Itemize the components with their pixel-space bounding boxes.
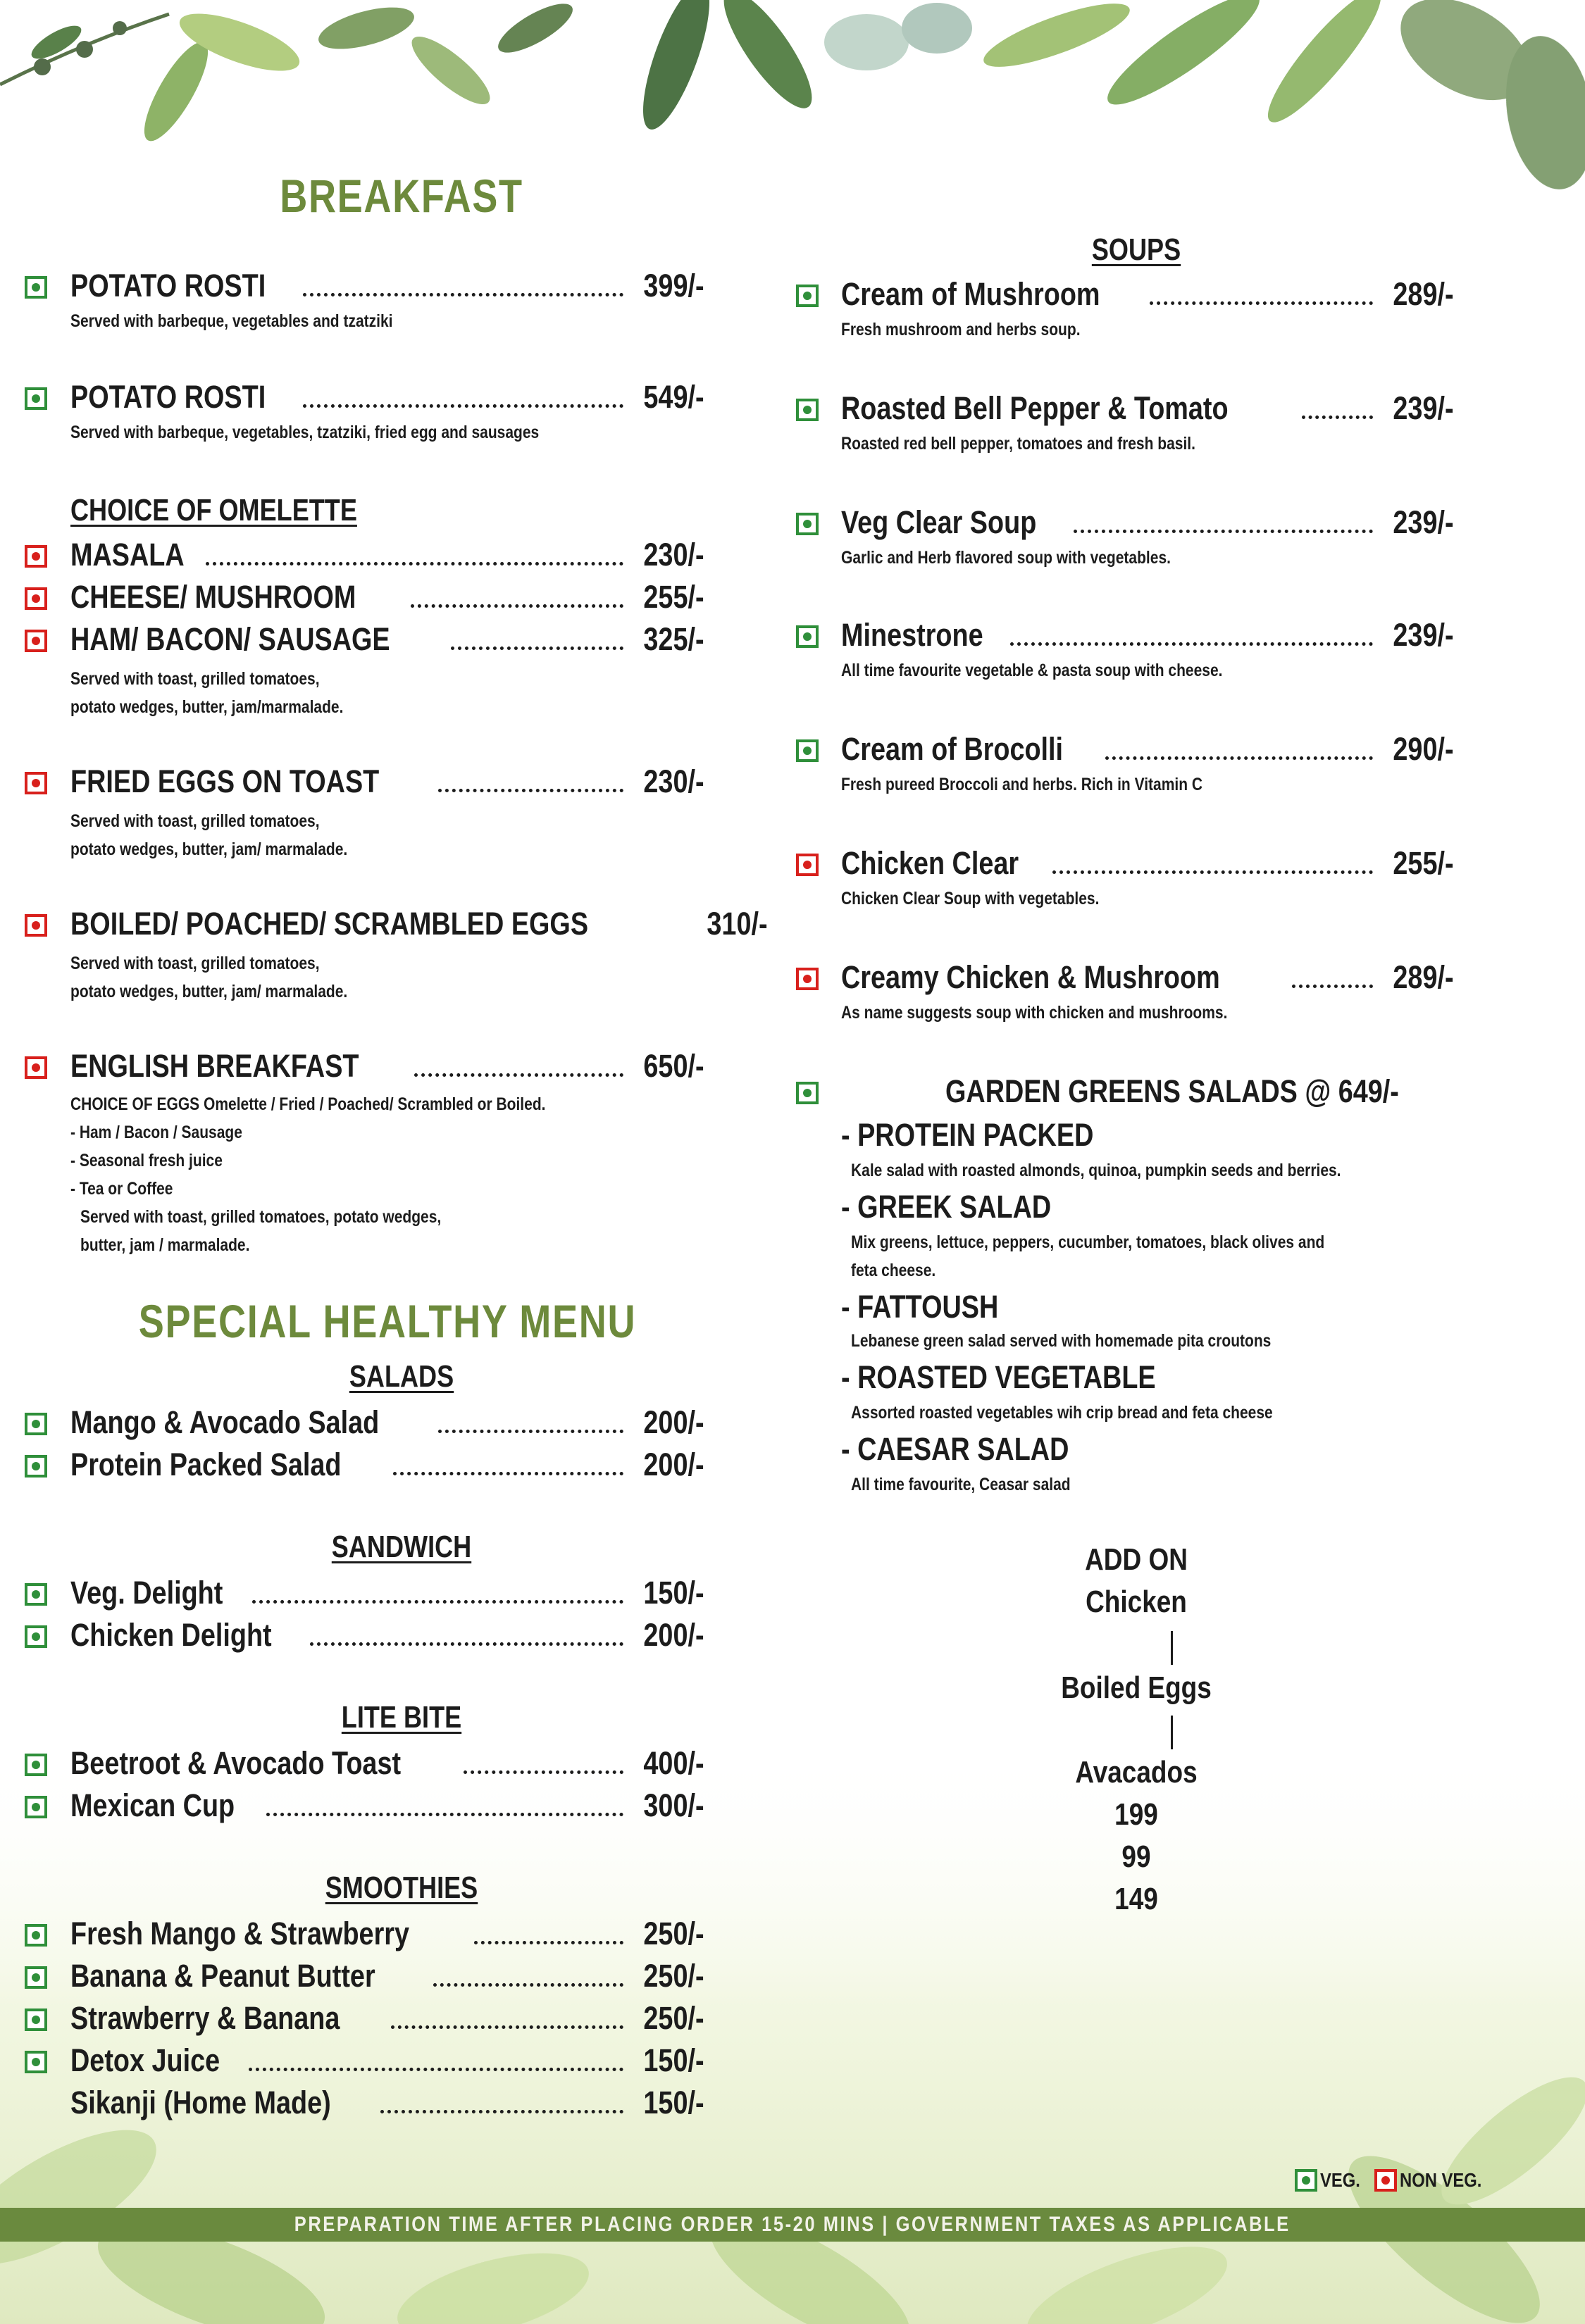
menu-item: Protein Packed Salad 200/- (70, 1447, 704, 1482)
item-description: Fresh mushroom and herbs soup. (841, 320, 1081, 339)
nonveg-icon (25, 545, 47, 568)
veg-legend (1295, 2169, 1503, 2192)
menu-item: Cream of Mushroom 289/- (841, 276, 1454, 312)
menu-item: HAM/ BACON/ SAUSAGE 325/- (70, 621, 704, 657)
nonveg-label: NON VEG. (1399, 2169, 1482, 2191)
divider (1171, 1631, 1173, 1665)
menu-item: CHEESE/ MUSHROOM 255/- (70, 579, 704, 615)
veg-icon (1295, 2169, 1317, 2192)
item-description: - Seasonal fresh juice (70, 1151, 223, 1170)
veg-icon (796, 739, 819, 762)
leaf-decoration-top (0, 0, 1585, 197)
item-description: Served with barbeque, vegetables and tzatziki (70, 311, 393, 331)
veg-icon (25, 2008, 47, 2031)
item-description: Served with toast, grilled tomatoes, (70, 811, 320, 831)
addon-title: ADD ON (1085, 1542, 1188, 1577)
menu-item: Minestrone 239/- (841, 617, 1454, 653)
garden-salads-title: GARDEN GREENS SALADS @ 649/- (945, 1073, 1399, 1109)
nonveg-icon (25, 587, 47, 610)
menu-item: Cream of Brocolli 290/- (841, 731, 1454, 767)
veg-icon (25, 1796, 47, 1818)
menu-item: Beetroot & Avocado Toast 400/- (70, 1745, 704, 1781)
item-description: potato wedges, butter, jam/ marmalade. (70, 839, 348, 859)
addon-item: Chicken (1086, 1585, 1187, 1619)
addon-price: 149 (1114, 1882, 1158, 1916)
divider (1171, 1716, 1173, 1749)
nonveg-icon (796, 968, 819, 990)
veg-icon (796, 625, 819, 648)
menu-item: BOILED/ POACHED/ SCRAMBLED EGGS 310/- (70, 906, 768, 942)
omelette-heading: CHOICE OF OMELETTE (70, 493, 357, 527)
veg-icon (25, 1625, 47, 1648)
item-description: All time favourite, Ceasar salad (851, 1475, 1071, 1494)
veg-label: VEG. (1320, 2169, 1360, 2191)
salads-heading: SALADS (349, 1359, 454, 1394)
item-description: butter, jam / marmalade. (80, 1235, 250, 1255)
menu-item: Chicken Clear 255/- (841, 845, 1454, 881)
salad-name: - CAESAR SALAD (841, 1431, 1069, 1467)
menu-item: Sikanji (Home Made) 150/- (70, 2085, 704, 2120)
veg-icon (796, 513, 819, 535)
veg-icon (25, 1413, 47, 1435)
item-description: All time favourite vegetable & pasta soup with cheese. (841, 661, 1223, 680)
item-description: As name suggests soup with chicken and mushrooms. (841, 1003, 1228, 1023)
menu-item: POTATO ROSTI 399/- (70, 268, 704, 304)
nonveg-icon (25, 914, 47, 937)
menu-item: Veg. Delight 150/- (70, 1575, 704, 1611)
veg-icon (25, 1455, 47, 1478)
item-description: Fresh pureed Broccoli and herbs. Rich in Vitamin C (841, 775, 1203, 794)
menu-item: Strawberry & Banana 250/- (70, 2000, 704, 2036)
menu-item: Chicken Delight 200/- (70, 1617, 704, 1653)
menu-item: MASALA 230/- (70, 537, 704, 573)
veg-icon (25, 1754, 47, 1776)
addon-price: 199 (1114, 1797, 1158, 1832)
menu-item: FRIED EGGS ON TOAST 230/- (70, 763, 704, 799)
menu-item: POTATO ROSTI 549/- (70, 379, 704, 415)
veg-icon (25, 2051, 47, 2073)
nonveg-icon (25, 1056, 47, 1079)
item-description: Lebanese green salad served with homemade pita croutons (851, 1331, 1272, 1351)
footer-bar (0, 2208, 1585, 2242)
veg-icon (25, 1924, 47, 1947)
lite-bite-heading: LITE BITE (341, 1700, 462, 1735)
item-description: Roasted red bell pepper, tomatoes and fresh basil. (841, 434, 1195, 454)
menu-item: Creamy Chicken & Mushroom 289/- (841, 959, 1454, 995)
item-description: feta cheese. (851, 1261, 936, 1280)
menu-item: ENGLISH BREAKFAST 650/- (70, 1048, 704, 1084)
menu-item: Mexican Cup 300/- (70, 1787, 704, 1823)
menu-item: Veg Clear Soup 239/- (841, 504, 1454, 540)
item-description: - Tea or Coffee (70, 1179, 173, 1199)
salad-name: - PROTEIN PACKED (841, 1117, 1094, 1153)
item-description: potato wedges, butter, jam/ marmalade. (70, 982, 348, 1001)
veg-icon (796, 1082, 819, 1104)
item-description: Served with barbeque, vegetables, tzatziki, fried egg and sausages (70, 423, 540, 442)
item-description: Kale salad with roasted almonds, quinoa, pumpkin seeds and berries. (851, 1161, 1341, 1180)
veg-icon (25, 276, 47, 299)
menu-item: Mango & Avocado Salad 200/- (70, 1404, 704, 1440)
item-description: Served with toast, grilled tomatoes, (70, 669, 320, 689)
nonveg-icon (796, 854, 819, 876)
smoothies-heading: SMOOTHIES (325, 1870, 478, 1905)
item-description: Assorted roasted vegetables wih crip bread and feta cheese (851, 1403, 1273, 1423)
veg-icon (25, 1966, 47, 1989)
menu-item: Banana & Peanut Butter 250/- (70, 1958, 704, 1994)
menu-item: Detox Juice 150/- (70, 2042, 704, 2078)
nonveg-icon (1374, 2169, 1397, 2192)
salad-name: - ROASTED VEGETABLE (841, 1359, 1156, 1395)
breakfast-title: BREAKFAST (280, 170, 523, 222)
menu-item: Roasted Bell Pepper & Tomato 239/- (841, 390, 1454, 426)
veg-icon (796, 285, 819, 307)
item-description: Mix greens, lettuce, peppers, cucumber, tomatoes, black olives and (851, 1232, 1325, 1252)
veg-icon (25, 387, 47, 410)
item-description: Served with toast, grilled tomatoes, (70, 954, 320, 973)
item-description: potato wedges, butter, jam/marmalade. (70, 697, 344, 717)
nonveg-icon (25, 772, 47, 794)
sandwich-heading: SANDWICH (331, 1530, 472, 1564)
salad-name: - GREEK SALAD (841, 1189, 1052, 1225)
item-description: Chicken Clear Soup with vegetables. (841, 889, 1100, 908)
veg-icon (25, 1583, 47, 1606)
addon-item: Avacados (1075, 1755, 1198, 1789)
item-description: - Ham / Bacon / Sausage (70, 1123, 242, 1142)
addon-item: Boiled Eggs (1061, 1670, 1212, 1705)
soups-heading: SOUPS (1091, 232, 1181, 267)
veg-icon (796, 399, 819, 421)
nonveg-icon (25, 630, 47, 652)
healthy-menu-title: SPECIAL HEALTHY MENU (138, 1295, 637, 1347)
item-description: Garlic and Herb flavored soup with vegetables. (841, 548, 1171, 568)
item-description: CHOICE OF EGGS Omelette / Fried / Poached/ Scrambled or Boiled. (70, 1094, 546, 1114)
menu-item: Fresh Mango & Strawberry 250/- (70, 1916, 704, 1951)
footer-text: PREPARATION TIME AFTER PLACING ORDER 15-20 MINS | GOVERNMENT TAXES AS APPLICABLE (294, 2213, 1291, 2236)
salad-name: - FATTOUSH (841, 1289, 999, 1325)
item-description: Served with toast, grilled tomatoes, potato wedges, (80, 1207, 442, 1227)
addon-price: 99 (1121, 1839, 1151, 1874)
